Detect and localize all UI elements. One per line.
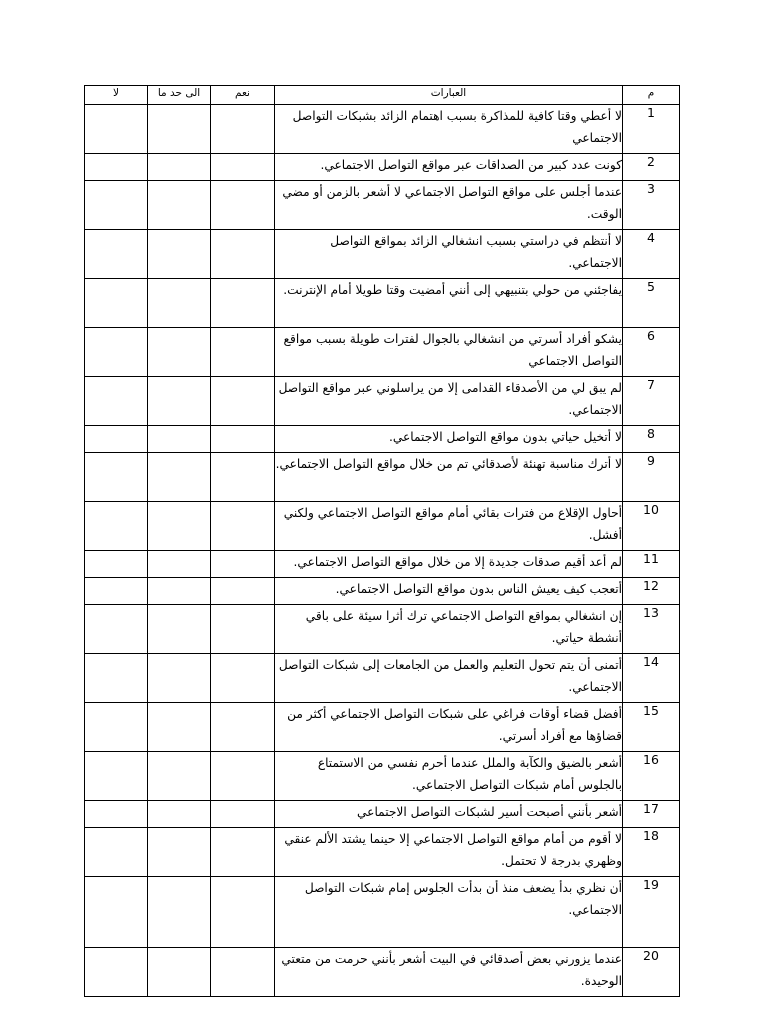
statement-text: أحاول الإقلاع من فترات بقائي أمام مواقع التواصل الاجتماعي ولكني أفشل.	[275, 502, 623, 551]
statement-text: أشعر بأنني أصبحت أسير لشبكات التواصل الاجتماعي	[275, 801, 623, 828]
answer-yes-cell[interactable]	[211, 752, 275, 801]
answer-to-some-extent-cell[interactable]	[148, 377, 211, 426]
answer-yes-cell[interactable]	[211, 154, 275, 181]
statement-text: إن انشغالي بمواقع التواصل الاجتماعي ترك أثرا سيئة على باقي أنشطة حياتي.	[275, 605, 623, 654]
answer-no-cell[interactable]	[85, 154, 148, 181]
answer-no-cell[interactable]	[85, 377, 148, 426]
answer-no-cell[interactable]	[85, 426, 148, 453]
row-number: 18	[623, 828, 680, 877]
table-row	[85, 752, 680, 801]
statement-text: يشكو أفراد أسرتي من انشغالي بالجوال لفترات طويلة بسبب مواقع التواصل الاجتماعي	[275, 328, 623, 377]
row-number: 10	[623, 502, 680, 551]
answer-yes-cell[interactable]	[211, 877, 275, 948]
header-no: لا	[85, 86, 148, 105]
answer-no-cell[interactable]	[85, 948, 148, 997]
answer-yes-cell[interactable]	[211, 703, 275, 752]
header-yes: نعم	[211, 86, 275, 105]
statement-text: لم أعد أقيم صدقات جديدة إلا من خلال مواقع التواصل الاجتماعي.	[275, 551, 623, 578]
table-row	[85, 105, 680, 154]
answer-yes-cell[interactable]	[211, 828, 275, 877]
answer-no-cell[interactable]	[85, 230, 148, 279]
table-body	[85, 105, 680, 997]
statement-text: كونت عدد كبير من الصداقات عبر مواقع التواصل الاجتماعي.	[275, 154, 623, 181]
answer-to-some-extent-cell[interactable]	[148, 328, 211, 377]
answer-no-cell[interactable]	[85, 801, 148, 828]
answer-yes-cell[interactable]	[211, 328, 275, 377]
row-number: 20	[623, 948, 680, 997]
answer-yes-cell[interactable]	[211, 105, 275, 154]
row-number: 11	[623, 551, 680, 578]
answer-to-some-extent-cell[interactable]	[148, 703, 211, 752]
table-row	[85, 828, 680, 877]
statement-text: أتمنى أن يتم تحول التعليم والعمل من الجامعات إلى شبكات التواصل الاجتماعي.	[275, 654, 623, 703]
row-number: 14	[623, 654, 680, 703]
answer-to-some-extent-cell[interactable]	[148, 426, 211, 453]
answer-yes-cell[interactable]	[211, 426, 275, 453]
table-row	[85, 703, 680, 752]
statement-text: لا أنتظم في دراستي بسبب انشغالي الزائد بمواقع التواصل الاجتماعي.	[275, 230, 623, 279]
statement-text: لا أقوم من أمام مواقع التواصل الاجتماعي إلا حينما يشتد الألم عنقي وظهري بدرجة لا تحتمل.	[275, 828, 623, 877]
answer-to-some-extent-cell[interactable]	[148, 605, 211, 654]
row-number: 12	[623, 578, 680, 605]
answer-no-cell[interactable]	[85, 502, 148, 551]
answer-no-cell[interactable]	[85, 752, 148, 801]
survey-table	[84, 85, 680, 997]
header-number: م	[623, 86, 680, 105]
statement-text: يفاجئني من حولي بتنبيهي إلى أنني أمضيت وقتا طويلا أمام الإنترنت.	[275, 279, 623, 328]
answer-no-cell[interactable]	[85, 578, 148, 605]
answer-no-cell[interactable]	[85, 181, 148, 230]
row-number: 5	[623, 279, 680, 328]
answer-yes-cell[interactable]	[211, 654, 275, 703]
answer-yes-cell[interactable]	[211, 181, 275, 230]
statement-text: لا أعطي وقتا كافية للمذاكرة بسبب اهتمام الزائد بشبكات التواصل الاجتماعي	[275, 105, 623, 154]
table-header-row	[85, 86, 680, 105]
row-number: 15	[623, 703, 680, 752]
answer-no-cell[interactable]	[85, 453, 148, 502]
statement-text: أشعر بالضيق والكآبة والملل عندما أحرم نفسي من الاستمتاع بالجلوس أمام شبكات التواصل الاجتماعي.	[275, 752, 623, 801]
answer-to-some-extent-cell[interactable]	[148, 154, 211, 181]
answer-yes-cell[interactable]	[211, 801, 275, 828]
answer-no-cell[interactable]	[85, 279, 148, 328]
answer-to-some-extent-cell[interactable]	[148, 654, 211, 703]
row-number: 6	[623, 328, 680, 377]
answer-yes-cell[interactable]	[211, 453, 275, 502]
answer-to-some-extent-cell[interactable]	[148, 181, 211, 230]
statement-text: عندما يزورني بعض أصدقائي في البيت أشعر بأنني حرمت من متعتي الوحيدة.	[275, 948, 623, 997]
answer-yes-cell[interactable]	[211, 605, 275, 654]
answer-yes-cell[interactable]	[211, 230, 275, 279]
answer-no-cell[interactable]	[85, 328, 148, 377]
table-row	[85, 453, 680, 502]
statement-text: عندما أجلس على مواقع التواصل الاجتماعي لا أشعر بالزمن أو مضي الوقت.	[275, 181, 623, 230]
table-row	[85, 551, 680, 578]
answer-to-some-extent-cell[interactable]	[148, 828, 211, 877]
table-row	[85, 328, 680, 377]
answer-yes-cell[interactable]	[211, 502, 275, 551]
answer-to-some-extent-cell[interactable]	[148, 578, 211, 605]
row-number: 13	[623, 605, 680, 654]
header-statements: العبارات	[275, 86, 623, 105]
table-row	[85, 578, 680, 605]
answer-yes-cell[interactable]	[211, 279, 275, 328]
row-number: 9	[623, 453, 680, 502]
table-row	[85, 377, 680, 426]
answer-yes-cell[interactable]	[211, 948, 275, 997]
answer-to-some-extent-cell[interactable]	[148, 877, 211, 948]
answer-to-some-extent-cell[interactable]	[148, 105, 211, 154]
table-row	[85, 654, 680, 703]
answer-to-some-extent-cell[interactable]	[148, 230, 211, 279]
answer-yes-cell[interactable]	[211, 578, 275, 605]
row-number: 7	[623, 377, 680, 426]
statement-text: أن نظري بدأ يضعف منذ أن بدأت الجلوس إمام شبكات التواصل الاجتماعي.	[275, 877, 623, 948]
answer-no-cell[interactable]	[85, 828, 148, 877]
header-to-some-extent: الى حد ما	[148, 86, 211, 105]
answer-to-some-extent-cell[interactable]	[148, 502, 211, 551]
row-number: 1	[623, 105, 680, 154]
answer-to-some-extent-cell[interactable]	[148, 948, 211, 997]
table-row	[85, 502, 680, 551]
answer-no-cell[interactable]	[85, 105, 148, 154]
statement-text: لم يبق لي من الأصدقاء القدامى إلا من يراسلوني عبر مواقع التواصل الاجتماعي.	[275, 377, 623, 426]
row-number: 4	[623, 230, 680, 279]
statement-text: لا أتخيل حياتي بدون مواقع التواصل الاجتماعي.	[275, 426, 623, 453]
row-number: 19	[623, 877, 680, 948]
answer-to-some-extent-cell[interactable]	[148, 801, 211, 828]
table-row	[85, 426, 680, 453]
table-row	[85, 877, 680, 948]
answer-to-some-extent-cell[interactable]	[148, 279, 211, 328]
row-number: 16	[623, 752, 680, 801]
statement-text: أفضل قضاء أوقات فراغي على شبكات التواصل الاجتماعي أكثر من قضاؤها مع أفراد أسرتي.	[275, 703, 623, 752]
table-row	[85, 801, 680, 828]
answer-no-cell[interactable]	[85, 605, 148, 654]
answer-yes-cell[interactable]	[211, 551, 275, 578]
row-number: 2	[623, 154, 680, 181]
answer-no-cell[interactable]	[85, 877, 148, 948]
answer-to-some-extent-cell[interactable]	[148, 551, 211, 578]
row-number: 17	[623, 801, 680, 828]
answer-to-some-extent-cell[interactable]	[148, 453, 211, 502]
answer-no-cell[interactable]	[85, 551, 148, 578]
table-row	[85, 279, 680, 328]
table-row	[85, 948, 680, 997]
answer-no-cell[interactable]	[85, 703, 148, 752]
answer-no-cell[interactable]	[85, 654, 148, 703]
table-row	[85, 181, 680, 230]
row-number: 8	[623, 426, 680, 453]
row-number: 3	[623, 181, 680, 230]
answer-to-some-extent-cell[interactable]	[148, 752, 211, 801]
statement-text: أتعجب كيف يعيش الناس بدون مواقع التواصل الاجتماعي.	[275, 578, 623, 605]
table-row	[85, 154, 680, 181]
table-row	[85, 230, 680, 279]
table-row	[85, 605, 680, 654]
answer-yes-cell[interactable]	[211, 377, 275, 426]
statement-text: لا أترك مناسبة تهنئة لأصدقائي تم من خلال مواقع التواصل الاجتماعي.	[275, 453, 623, 502]
